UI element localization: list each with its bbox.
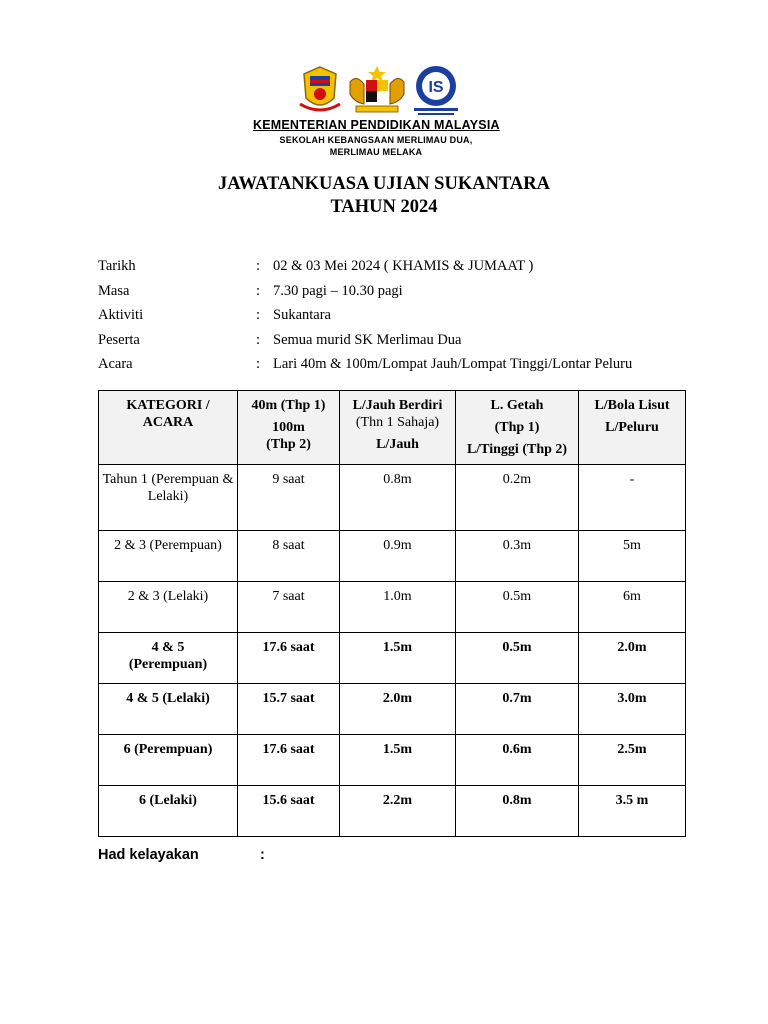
cell-value: 0.8m [456, 786, 579, 837]
cell-kategori [99, 633, 238, 684]
cell-text: Lelaki) [147, 489, 189, 504]
cell-kategori: 4 & 5 (Lelaki) [99, 684, 238, 735]
info-colon: : [256, 258, 261, 274]
header-text: L/Jauh [376, 437, 419, 452]
cell-text: Tahun 1 [102, 472, 148, 487]
info-colon: : [256, 356, 261, 372]
document-subtitle: TAHUN 2024 [330, 197, 438, 217]
header-lompat-tinggi [456, 391, 579, 465]
info-colon: : [256, 282, 261, 299]
info-value: Lari 40m & 100m/Lompat Jauh/Lompat Tinggi/Lontar Peluru [273, 356, 633, 372]
info-label: Tarikh [98, 258, 136, 274]
had-kelayakan-colon: : [260, 847, 265, 863]
header-lompat-jauh [340, 391, 456, 465]
info-row-tarikh [98, 258, 738, 283]
table-row [99, 465, 686, 531]
info-value: Semua murid SK Merlimau Dua [273, 331, 462, 348]
info-label: Aktiviti [98, 307, 144, 323]
cell-value: 1.5m [340, 735, 456, 786]
header-text: L/Jauh Berdiri [352, 398, 443, 413]
cell-value: 1.0m [340, 582, 456, 633]
info-row-peserta [98, 332, 738, 357]
cell-value: 2.2m [340, 786, 456, 837]
school-location: MERLIMAU MELAKA [329, 147, 423, 157]
header-kategori [99, 391, 238, 465]
cell-value: 15.7 saat [238, 684, 340, 735]
info-block [98, 258, 738, 381]
table-header-row [99, 391, 686, 465]
ministry-name: KEMENTERIAN PENDIDIKAN MALAYSIA [253, 118, 500, 132]
header-text: (Thp 1) [494, 420, 540, 435]
cell-value: 15.6 saat [238, 786, 340, 837]
cell-value: 0.7m [456, 684, 579, 735]
cell-value: 17.6 saat [238, 633, 340, 684]
cell-value: 2.0m [579, 633, 686, 684]
header-text: 40m (Thp 1) [251, 398, 326, 413]
melaka-state-crest [296, 64, 344, 116]
header-text: L/Peluru [605, 420, 659, 435]
cell-value: 0.2m [456, 465, 579, 531]
cell-value: 0.9m [340, 531, 456, 582]
cell-value: 0.6m [456, 735, 579, 786]
cell-value: 0.5m [456, 582, 579, 633]
cell-value: 3.5 m [579, 786, 686, 837]
info-row-masa [98, 283, 738, 308]
header-text: 100m [272, 420, 305, 435]
cell-value: 17.6 saat [238, 735, 340, 786]
cell-value: 1.5m [340, 633, 456, 684]
school-header [253, 118, 513, 157]
info-row-aktiviti [98, 307, 738, 332]
table-row [99, 684, 686, 735]
cell-value: 6m [579, 582, 686, 633]
cell-text: (Perempuan) [128, 657, 208, 672]
info-value: Sukantara [273, 307, 331, 323]
school-logo-icon [408, 64, 464, 116]
cell-value: 5m [579, 531, 686, 582]
cell-kategori: 6 (Perempuan) [99, 735, 238, 786]
info-colon: : [256, 331, 261, 348]
info-row-acara [98, 356, 738, 381]
table-row [99, 582, 686, 633]
table-row [99, 786, 686, 837]
header-text: L/Tinggi (Thp 2) [466, 442, 568, 457]
info-label: Peserta [98, 331, 140, 348]
cell-value: 2.0m [340, 684, 456, 735]
header-text: L. Getah [490, 398, 544, 413]
info-label: Acara [98, 356, 133, 372]
info-label: Masa [98, 282, 130, 299]
logo-group [296, 64, 464, 116]
cell-value: 9 saat [238, 465, 340, 531]
cell-value: 0.5m [456, 633, 579, 684]
header-lari [238, 391, 340, 465]
svg-text:IS: IS [428, 79, 444, 96]
info-value: 7.30 pagi – 10.30 pagi [273, 282, 403, 299]
cell-kategori [99, 465, 238, 531]
cell-value: 3.0m [579, 684, 686, 735]
info-value: 02 & 03 Mei 2024 ( KHAMIS & JUMAAT ) [273, 258, 534, 274]
cell-value: - [579, 465, 686, 531]
cell-value: 7 saat [238, 582, 340, 633]
table-row [99, 633, 686, 684]
header-lontar [579, 391, 686, 465]
info-colon: : [256, 307, 261, 323]
cell-value: 2.5m [579, 735, 686, 786]
malaysia-coat-of-arms-icon [346, 64, 408, 116]
school-name: SEKOLAH KEBANGSAAN MERLIMAU DUA, [279, 135, 473, 145]
document-title: JAWATANKUASA UJIAN SUKANTARA [217, 174, 550, 194]
header-text: (Thn 1 Sahaja) [355, 415, 440, 430]
had-kelayakan-label: Had kelayakan [98, 847, 199, 863]
table-row [99, 531, 686, 582]
cell-kategori: 2 & 3 (Perempuan) [99, 531, 238, 582]
cell-value: 8 saat [238, 531, 340, 582]
cell-kategori: 6 (Lelaki) [99, 786, 238, 837]
cell-value: 0.8m [340, 465, 456, 531]
cell-kategori: 2 & 3 (Lelaki) [99, 582, 238, 633]
table-row [99, 735, 686, 786]
cell-value: 0.3m [456, 531, 579, 582]
qualification-table [98, 390, 686, 837]
cell-text: 4 & 5 [151, 640, 185, 655]
header-text: KATEGORI / [126, 398, 210, 413]
header-text: (Thp 2) [266, 437, 311, 452]
header-text: ACARA [142, 415, 194, 430]
cell-text: (Perempuan & [151, 472, 234, 487]
header-text: L/Bola Lisut [594, 398, 670, 413]
